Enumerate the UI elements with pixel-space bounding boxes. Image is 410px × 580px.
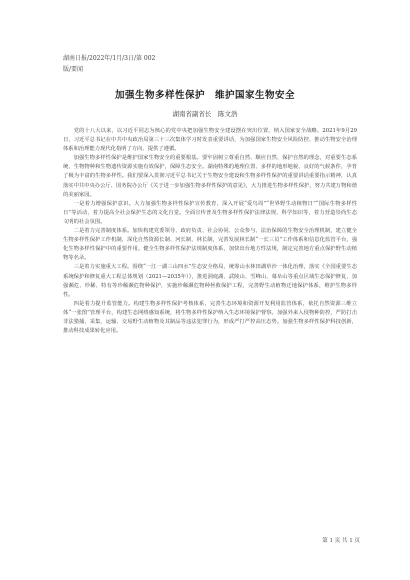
article-body [63,127,357,336]
paragraph-projects: 三是着力实施重大工程。围绕“一江一湖三山四水”生态安全格局，统筹山水林田湖草沙一体化治理，落实《全国重要生态系统保护和修复重大工程总体规划（2021—2035年）》，推进洞庭湖、武陵山、雪峰山、幕阜山等重点区域生态保护修复，加强濒危、珍稀、特有等珍稀濒危物种保护，实施珍稀濒危物种拯救保护工程，完善野生动植物迁地保护体系，维护生物多样性。 [63,264,357,298]
article-title: 加强生物多样性保护 维护国家生物安全 [114,90,295,101]
newspaper-section: 版/要闻 [63,66,84,73]
paragraph-foundation: 加强生物多样性保护是维护国家生物安全的重要根基。要牢固树立尊重自然、顺应自然、保护自然的理念，对重要生态系统、生物物种和生物遗传资源实施有效保护，保障生态安全。湖南特殊的地理位置、多样的地形地貌、良好的气候条件，孕育了极为丰富的生物多样性。我们要深入贯彻习近平总书记关于生物安全建设和生物多样性保护的重要讲话重要指示精神，认真落实中共中央办公厅、国务院办公厅《关于进一步加强生物多样性保护的意见》，大力推进生物多样性保护，努力共建万物和谐的美丽家园。 [63,155,357,198]
article-author: 湖南省副省长 陈文浩 [172,110,238,118]
paragraph-supervision: 四是着力提升监管能力。构建生物多样性保护考核体系，完善生态环境和资源开发利用监管体系，依托自然资源三维立体“一张图”管理平台，构建生态网络感知系统，将生物多样性保护纳入生态环境保护督察。加强外来入侵物种防控，严防打击非法猎捕、采集、运输、交易野生动植物及其制品等违法犯罪行为，形成严打严控高压态势。加强生物多样性保护科技创新，推动科技成果转化应用。 [63,300,357,335]
newspaper-source: 湖南日报/2022年/1月/3日/第 002 [63,55,156,62]
paragraph-institutions: 二是着力完善制度体系。加快构建党委领导、政府负责、社会协同、公众参与、法治保障的生物安全治理机制，建立健全生物多样性保护工作机制，深化自然资源长制、河长制、林长制，完善发展林长制“一长三员”工作体系和信息化监管平台，强化生物多样性保护中的重要作用。健全生物多样性保护法规制度体系，加快出台地方性法规，制定完善地方重点保护野生动植物等名录。 [63,228,357,262]
page-number: 第 1 页 共 1 页 [322,538,360,544]
paragraph-awareness: 一是着力增强保护意识。大力加强生物多样性保护宣传教育，深入开展“爱鸟周”“世界野生动植物日”“国际生物多样性日”等活动，着力提高全社会保护生态的文化自觉。全面宣传普及生物多样性保护法律法规、科学知识等，着力营造崇尚生态文明的社会氛围。 [63,200,357,225]
paragraph-intro: 党的十八大以来，以习近平同志为核心的党中央把加强生物安全建设摆在突出位置，纳入国家安全战略。2021年9月29日，习近平总书记在中共中央政治局第三十三次集体学习时发表重要讲话，为加强国家生物安全风险防控、推动生物安全治理体系和治理能力现代化指明了方向、提供了遵循。 [63,128,357,153]
